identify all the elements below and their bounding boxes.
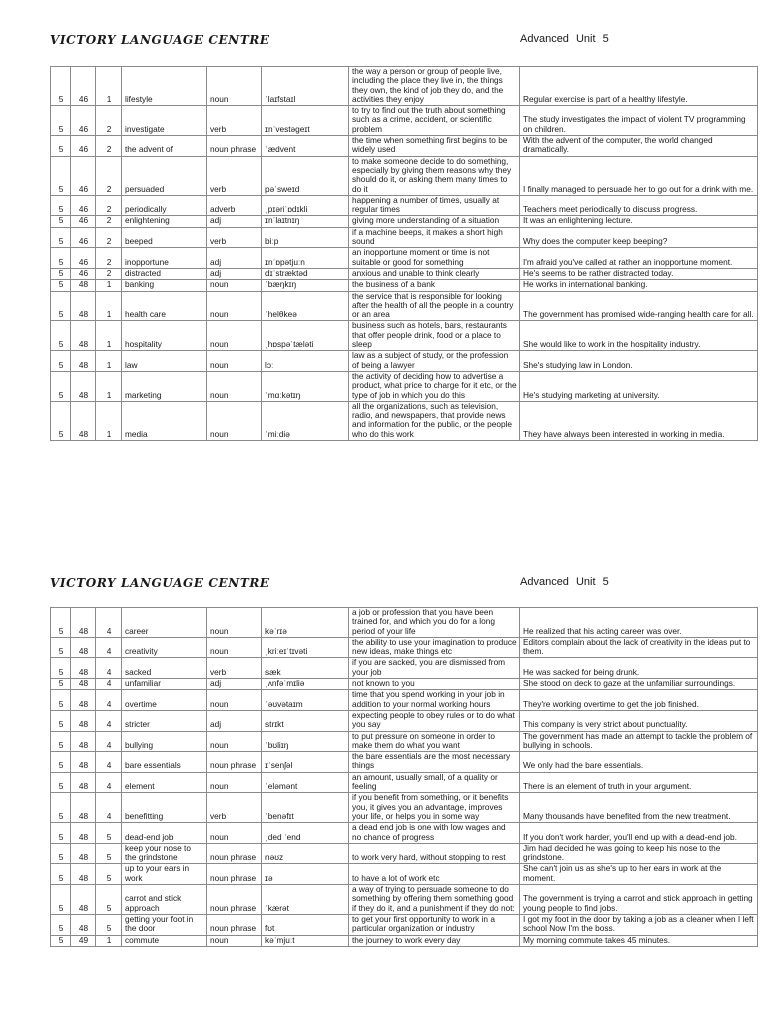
pronunciation-cell: fʊt	[262, 914, 349, 935]
exercise-number-cell: 1	[96, 371, 122, 401]
example-sentence-cell: If you don't work harder, you'll end up with a dead-end job.	[520, 823, 758, 844]
definition-cell: to get your first opportunity to work in a particular organization or industry	[349, 914, 520, 935]
page-number-cell: 48	[71, 401, 96, 440]
pronunciation-cell: ɪnˈvestəgeɪt	[262, 106, 349, 136]
unit-cell: 5	[51, 156, 71, 195]
page-number-cell: 48	[71, 321, 96, 351]
table-row	[51, 136, 758, 157]
table-row	[51, 67, 758, 106]
table-row	[51, 106, 758, 136]
unit-cell: 5	[51, 823, 71, 844]
unit-cell: 5	[51, 67, 71, 106]
pronunciation-cell: ˌpɪəriˈɒdɪkli	[262, 195, 349, 216]
unit-cell: 5	[51, 136, 71, 157]
definition-cell: a job or profession that you have been trained for, and which you do for a long period of your life	[349, 608, 520, 638]
example-sentence-cell: Why does the computer keep beeping?	[520, 227, 758, 248]
example-sentence-cell: They have always been interested in working in media.	[520, 401, 758, 440]
example-sentence-cell: Editors complain about the lack of creativity in the ideas put to them.	[520, 637, 758, 658]
pronunciation-cell: ˈkærət	[262, 885, 349, 915]
unit-cell: 5	[51, 216, 71, 227]
definition-cell: the business of a bank	[349, 280, 520, 291]
table-row	[51, 637, 758, 658]
exercise-number-cell: 2	[96, 216, 122, 227]
unit-cell: 5	[51, 268, 71, 279]
page-number-cell: 48	[71, 864, 96, 885]
example-sentence-cell: Regular exercise is part of a healthy lifestyle.	[520, 67, 758, 106]
definition-cell: the ability to use your imagination to produce new ideas, make things etc	[349, 637, 520, 658]
part-of-speech-cell: noun phrase	[207, 914, 262, 935]
example-sentence-cell: Teachers meet periodically to discuss progress.	[520, 195, 758, 216]
part-of-speech-cell: verb	[207, 227, 262, 248]
exercise-number-cell: 4	[96, 690, 122, 711]
page-number-cell: 48	[71, 710, 96, 731]
page-number-cell: 48	[71, 280, 96, 291]
vocabulary-rows	[51, 67, 758, 441]
part-of-speech-cell: noun phrase	[207, 885, 262, 915]
exercise-number-cell: 1	[96, 321, 122, 351]
page-number-cell: 48	[71, 793, 96, 823]
part-of-speech-cell: noun	[207, 772, 262, 793]
part-of-speech-cell: verb	[207, 106, 262, 136]
pronunciation-cell: ˈəʊvətaɪm	[262, 690, 349, 711]
word-cell: law	[122, 351, 207, 372]
page-number-cell: 46	[71, 106, 96, 136]
part-of-speech-cell: noun phrase	[207, 136, 262, 157]
part-of-speech-cell: noun	[207, 280, 262, 291]
pronunciation-cell: ˈbʊliɪŋ	[262, 731, 349, 752]
page-number-cell: 46	[71, 156, 96, 195]
example-sentence-cell: He works in international banking.	[520, 280, 758, 291]
page-number-cell: 46	[71, 136, 96, 157]
pronunciation-cell: ˈmiːdiə	[262, 401, 349, 440]
unit-cell: 5	[51, 351, 71, 372]
example-sentence-cell: There is an element of truth in your argument.	[520, 772, 758, 793]
example-sentence-cell: I'm afraid you've called at rather an inopportune moment.	[520, 248, 758, 269]
page-number-cell: 48	[71, 637, 96, 658]
definition-cell: an amount, usually small, of a quality or feeling	[349, 772, 520, 793]
word-cell: stricter	[122, 710, 207, 731]
definition-cell: the time when something first begins to be widely used	[349, 136, 520, 157]
example-sentence-cell: She stood on deck to gaze at the unfamiliar surroundings.	[520, 679, 758, 690]
page-number-cell: 49	[71, 935, 96, 946]
definition-cell: to work very hard, without stopping to rest	[349, 843, 520, 864]
word-cell: element	[122, 772, 207, 793]
example-sentence-cell: She's studying law in London.	[520, 351, 758, 372]
unit-cell: 5	[51, 195, 71, 216]
part-of-speech-cell: noun	[207, 823, 262, 844]
pronunciation-cell: kəˈrɪə	[262, 608, 349, 638]
part-of-speech-cell: noun	[207, 321, 262, 351]
table-row	[51, 793, 758, 823]
example-sentence-cell: The government has promised wide-ranging health care for all.	[520, 291, 758, 321]
page-number-cell: 48	[71, 608, 96, 638]
exercise-number-cell: 4	[96, 608, 122, 638]
definition-cell: to put pressure on someone in order to make them do what you want	[349, 731, 520, 752]
word-cell: hospitality	[122, 321, 207, 351]
table-row	[51, 843, 758, 864]
part-of-speech-cell: noun	[207, 637, 262, 658]
example-sentence-cell: The government is trying a carrot and stick approach in getting young people to find jobs.	[520, 885, 758, 915]
table-row	[51, 608, 758, 638]
word-cell: carrot and stick approach	[122, 885, 207, 915]
pronunciation-cell: strɪkt	[262, 710, 349, 731]
word-cell: up to your ears in work	[122, 864, 207, 885]
pronunciation-cell: ɪnˈlaɪtnɪŋ	[262, 216, 349, 227]
table-row	[51, 227, 758, 248]
word-cell: benefitting	[122, 793, 207, 823]
definition-cell: a way of trying to persuade someone to do something by offering them something good if they do it, and a punishment if they do not:	[349, 885, 520, 915]
example-sentence-cell: She can't join us as she's up to her ears in work at the moment.	[520, 864, 758, 885]
unit-cell: 5	[51, 731, 71, 752]
part-of-speech-cell: noun	[207, 371, 262, 401]
page-number-cell: 46	[71, 195, 96, 216]
pronunciation-cell: lɔː	[262, 351, 349, 372]
word-cell: bullying	[122, 731, 207, 752]
word-cell: media	[122, 401, 207, 440]
word-cell: lifestyle	[122, 67, 207, 106]
exercise-number-cell: 1	[96, 291, 122, 321]
exercise-number-cell: 5	[96, 843, 122, 864]
pronunciation-cell: ˌhɒspəˈtæləti	[262, 321, 349, 351]
table-row	[51, 371, 758, 401]
exercise-number-cell: 4	[96, 710, 122, 731]
pronunciation-cell: ˈhelθkeə	[262, 291, 349, 321]
example-sentence-cell: He was sacked for being drunk.	[520, 658, 758, 679]
pronunciation-cell: sæk	[262, 658, 349, 679]
unit-cell: 5	[51, 793, 71, 823]
page-number-cell: 48	[71, 690, 96, 711]
exercise-number-cell: 5	[96, 885, 122, 915]
page-number-cell: 48	[71, 914, 96, 935]
example-sentence-cell: Many thousands have benefited from the new treatment.	[520, 793, 758, 823]
exercise-number-cell: 1	[96, 935, 122, 946]
definition-cell: law as a subject of study, or the profession of being a lawyer	[349, 351, 520, 372]
exercise-number-cell: 4	[96, 731, 122, 752]
definition-cell: a dead end job is one with low wages and no chance of progress	[349, 823, 520, 844]
table-row	[51, 351, 758, 372]
word-cell: investigate	[122, 106, 207, 136]
page-number-cell: 46	[71, 67, 96, 106]
example-sentence-cell: The government has made an attempt to tackle the problem of bullying in schools.	[520, 731, 758, 752]
example-sentence-cell: He realized that his acting career was over.	[520, 608, 758, 638]
page-number-cell: 48	[71, 772, 96, 793]
word-cell: dead-end job	[122, 823, 207, 844]
brand-title: VICTORY LANGUAGE CENTRE	[50, 33, 270, 47]
definition-cell: happening a number of times, usually at regular times	[349, 195, 520, 216]
level-unit: Advanced Unit 5	[520, 576, 609, 588]
exercise-number-cell: 5	[96, 823, 122, 844]
example-sentence-cell: With the advent of the computer, the world changed dramatically.	[520, 136, 758, 157]
vocabulary-table	[50, 607, 758, 947]
pronunciation-cell: ɪə	[262, 864, 349, 885]
example-sentence-cell: We only had the bare essentials.	[520, 752, 758, 773]
table-row	[51, 935, 758, 946]
word-cell: beeped	[122, 227, 207, 248]
table-row	[51, 864, 758, 885]
unit-cell: 5	[51, 864, 71, 885]
page-number-cell: 46	[71, 227, 96, 248]
table-row	[51, 216, 758, 227]
unit-cell: 5	[51, 885, 71, 915]
exercise-number-cell: 2	[96, 248, 122, 269]
definition-cell: the bare essentials are the most necessary things	[349, 752, 520, 773]
part-of-speech-cell: noun phrase	[207, 864, 262, 885]
definition-cell: the service that is responsible for looking after the health of all the people in a country or an area	[349, 291, 520, 321]
level-unit: Advanced Unit 5	[520, 33, 609, 45]
table-row	[51, 401, 758, 440]
example-sentence-cell: The study investigates the impact of violent TV programming on children.	[520, 106, 758, 136]
exercise-number-cell: 2	[96, 268, 122, 279]
exercise-number-cell: 4	[96, 658, 122, 679]
page-number-cell: 48	[71, 291, 96, 321]
unit-cell: 5	[51, 227, 71, 248]
example-sentence-cell: This company is very strict about punctuality.	[520, 710, 758, 731]
example-sentence-cell: He's studying marketing at university.	[520, 371, 758, 401]
definition-cell: the journey to work every day	[349, 935, 520, 946]
page-number-cell: 48	[71, 885, 96, 915]
exercise-number-cell: 2	[96, 227, 122, 248]
page-number-cell: 48	[71, 658, 96, 679]
word-cell: creativity	[122, 637, 207, 658]
exercise-number-cell: 4	[96, 679, 122, 690]
part-of-speech-cell: noun phrase	[207, 843, 262, 864]
part-of-speech-cell: noun	[207, 401, 262, 440]
unit-cell: 5	[51, 710, 71, 731]
page-number-cell: 48	[71, 371, 96, 401]
pronunciation-cell: kəˈmjuːt	[262, 935, 349, 946]
definition-cell: expecting people to obey rules or to do what you say	[349, 710, 520, 731]
table-row	[51, 195, 758, 216]
definition-cell: to make someone decide to do something, especially by giving them reasons why they should do it, or asking them many times to do it	[349, 156, 520, 195]
pronunciation-cell: ˌded ˈend	[262, 823, 349, 844]
example-sentence-cell: It was an enlightening lecture.	[520, 216, 758, 227]
unit-cell: 5	[51, 321, 71, 351]
page-number-cell: 48	[71, 823, 96, 844]
definition-cell: an inopportune moment or time is not suitable or good for something	[349, 248, 520, 269]
unit-cell: 5	[51, 690, 71, 711]
pronunciation-cell: ˌʌnfəˈmɪliə	[262, 679, 349, 690]
pronunciation-cell: ˈlaɪfstaɪl	[262, 67, 349, 106]
part-of-speech-cell: adj	[207, 248, 262, 269]
pronunciation-cell: dɪˈstræktəd	[262, 268, 349, 279]
example-sentence-cell: Jim had decided he was going to keep his nose to the grindstone.	[520, 843, 758, 864]
exercise-number-cell: 1	[96, 401, 122, 440]
definition-cell: anxious and unable to think clearly	[349, 268, 520, 279]
part-of-speech-cell: adj	[207, 268, 262, 279]
vocabulary-table	[50, 66, 758, 441]
unit-cell: 5	[51, 914, 71, 935]
unit-cell: 5	[51, 401, 71, 440]
word-cell: inopportune	[122, 248, 207, 269]
unit-cell: 5	[51, 371, 71, 401]
unit-cell: 5	[51, 843, 71, 864]
exercise-number-cell: 4	[96, 772, 122, 793]
page-number-cell: 48	[71, 843, 96, 864]
word-cell: career	[122, 608, 207, 638]
example-sentence-cell: My morning commute takes 45 minutes.	[520, 935, 758, 946]
part-of-speech-cell: verb	[207, 793, 262, 823]
pronunciation-cell: ˈmɑːkətɪŋ	[262, 371, 349, 401]
table-row	[51, 710, 758, 731]
part-of-speech-cell: adj	[207, 216, 262, 227]
part-of-speech-cell: adj	[207, 710, 262, 731]
part-of-speech-cell: adverb	[207, 195, 262, 216]
table-row	[51, 679, 758, 690]
unit-cell: 5	[51, 248, 71, 269]
example-sentence-cell: She would like to work in the hospitality industry.	[520, 321, 758, 351]
page-number-cell: 48	[71, 351, 96, 372]
word-cell: the advent of	[122, 136, 207, 157]
definition-cell: time that you spend working in your job in addition to your normal working hours	[349, 690, 520, 711]
definition-cell: not known to you	[349, 679, 520, 690]
table-row	[51, 914, 758, 935]
vocabulary-rows	[51, 608, 758, 947]
word-cell: marketing	[122, 371, 207, 401]
part-of-speech-cell: noun	[207, 731, 262, 752]
word-cell: persuaded	[122, 156, 207, 195]
definition-cell: giving more understanding of a situation	[349, 216, 520, 227]
page-number-cell: 46	[71, 248, 96, 269]
page-number-cell: 46	[71, 216, 96, 227]
word-cell: overtime	[122, 690, 207, 711]
example-sentence-cell: They're working overtime to get the job finished.	[520, 690, 758, 711]
word-cell: enlightening	[122, 216, 207, 227]
table-row	[51, 658, 758, 679]
exercise-number-cell: 4	[96, 793, 122, 823]
word-cell: commute	[122, 935, 207, 946]
page-number-cell: 48	[71, 752, 96, 773]
unit-cell: 5	[51, 772, 71, 793]
pronunciation-cell: ˈbæŋkɪŋ	[262, 280, 349, 291]
definition-cell: all the organizations, such as television, radio, and newspapers, that provide news and information for the public, or the people who do this work	[349, 401, 520, 440]
page-header	[0, 31, 768, 51]
table-row	[51, 321, 758, 351]
brand-title: VICTORY LANGUAGE CENTRE	[50, 576, 270, 590]
table-row	[51, 280, 758, 291]
page-number-cell: 48	[71, 679, 96, 690]
unit-cell: 5	[51, 752, 71, 773]
example-sentence-cell: He's seems to be rather distracted today.	[520, 268, 758, 279]
definition-cell: to try to find out the truth about something such as a crime, accident, or scientific problem	[349, 106, 520, 136]
unit-cell: 5	[51, 106, 71, 136]
exercise-number-cell: 2	[96, 136, 122, 157]
table-row	[51, 156, 758, 195]
part-of-speech-cell: noun	[207, 67, 262, 106]
part-of-speech-cell: verb	[207, 658, 262, 679]
example-sentence-cell: I finally managed to persuade her to go out for a drink with me.	[520, 156, 758, 195]
example-sentence-cell: I got my foot in the door by taking a job as a cleaner when I left school Now I'm the boss.	[520, 914, 758, 935]
exercise-number-cell: 4	[96, 752, 122, 773]
exercise-number-cell: 5	[96, 914, 122, 935]
pronunciation-cell: ˈeləmənt	[262, 772, 349, 793]
table-row	[51, 731, 758, 752]
pronunciation-cell: ˈbenəfɪt	[262, 793, 349, 823]
unit-cell: 5	[51, 637, 71, 658]
unit-cell: 5	[51, 280, 71, 291]
exercise-number-cell: 1	[96, 280, 122, 291]
unit-cell: 5	[51, 679, 71, 690]
table-row	[51, 268, 758, 279]
definition-cell: business such as hotels, bars, restaurants that offer people drink, food or a place to sleep	[349, 321, 520, 351]
table-row	[51, 291, 758, 321]
definition-cell: if you benefit from something, or it benefits you, it gives you an advantage, improves your life, or helps you in some way	[349, 793, 520, 823]
page-number-cell: 48	[71, 731, 96, 752]
word-cell: periodically	[122, 195, 207, 216]
pronunciation-cell: nəʊz	[262, 843, 349, 864]
word-cell: unfamiliar	[122, 679, 207, 690]
word-cell: bare essentials	[122, 752, 207, 773]
word-cell: banking	[122, 280, 207, 291]
part-of-speech-cell: noun phrase	[207, 752, 262, 773]
pronunciation-cell: ɪnˈɒpətjuːn	[262, 248, 349, 269]
page-number-cell: 46	[71, 268, 96, 279]
part-of-speech-cell: noun	[207, 351, 262, 372]
unit-cell: 5	[51, 608, 71, 638]
pronunciation-cell: ˌkriːeɪˈtɪvəti	[262, 637, 349, 658]
pronunciation-cell: pəˈsweɪd	[262, 156, 349, 195]
definition-cell: if you are sacked, you are dismissed from your job	[349, 658, 520, 679]
unit-cell: 5	[51, 291, 71, 321]
exercise-number-cell: 1	[96, 351, 122, 372]
exercise-number-cell: 4	[96, 637, 122, 658]
definition-cell: to have a lot of work etc	[349, 864, 520, 885]
part-of-speech-cell: noun	[207, 935, 262, 946]
part-of-speech-cell: noun	[207, 608, 262, 638]
definition-cell: the activity of deciding how to advertise a product, what price to charge for it etc, or the type of job in which you do this	[349, 371, 520, 401]
word-cell: health care	[122, 291, 207, 321]
word-cell: sacked	[122, 658, 207, 679]
table-row	[51, 752, 758, 773]
word-cell: getting your foot in the door	[122, 914, 207, 935]
exercise-number-cell: 1	[96, 67, 122, 106]
unit-cell: 5	[51, 935, 71, 946]
exercise-number-cell: 5	[96, 864, 122, 885]
part-of-speech-cell: adj	[207, 679, 262, 690]
table-row	[51, 690, 758, 711]
unit-cell: 5	[51, 658, 71, 679]
word-cell: keep your nose to the grindstone	[122, 843, 207, 864]
exercise-number-cell: 2	[96, 195, 122, 216]
table-row	[51, 823, 758, 844]
table-row	[51, 248, 758, 269]
word-cell: distracted	[122, 268, 207, 279]
pronunciation-cell: ɪˈsenʃəl	[262, 752, 349, 773]
table-row	[51, 772, 758, 793]
definition-cell: the way a person or group of people live, including the place they live in, the things they own, the kind of job they do, and the activities they enjoy	[349, 67, 520, 106]
part-of-speech-cell: verb	[207, 156, 262, 195]
part-of-speech-cell: noun	[207, 690, 262, 711]
definition-cell: if a machine beeps, it makes a short high sound	[349, 227, 520, 248]
page-header	[0, 574, 768, 594]
table-row	[51, 885, 758, 915]
pronunciation-cell: ˈædvent	[262, 136, 349, 157]
exercise-number-cell: 2	[96, 106, 122, 136]
exercise-number-cell: 2	[96, 156, 122, 195]
pronunciation-cell: biːp	[262, 227, 349, 248]
part-of-speech-cell: noun	[207, 291, 262, 321]
